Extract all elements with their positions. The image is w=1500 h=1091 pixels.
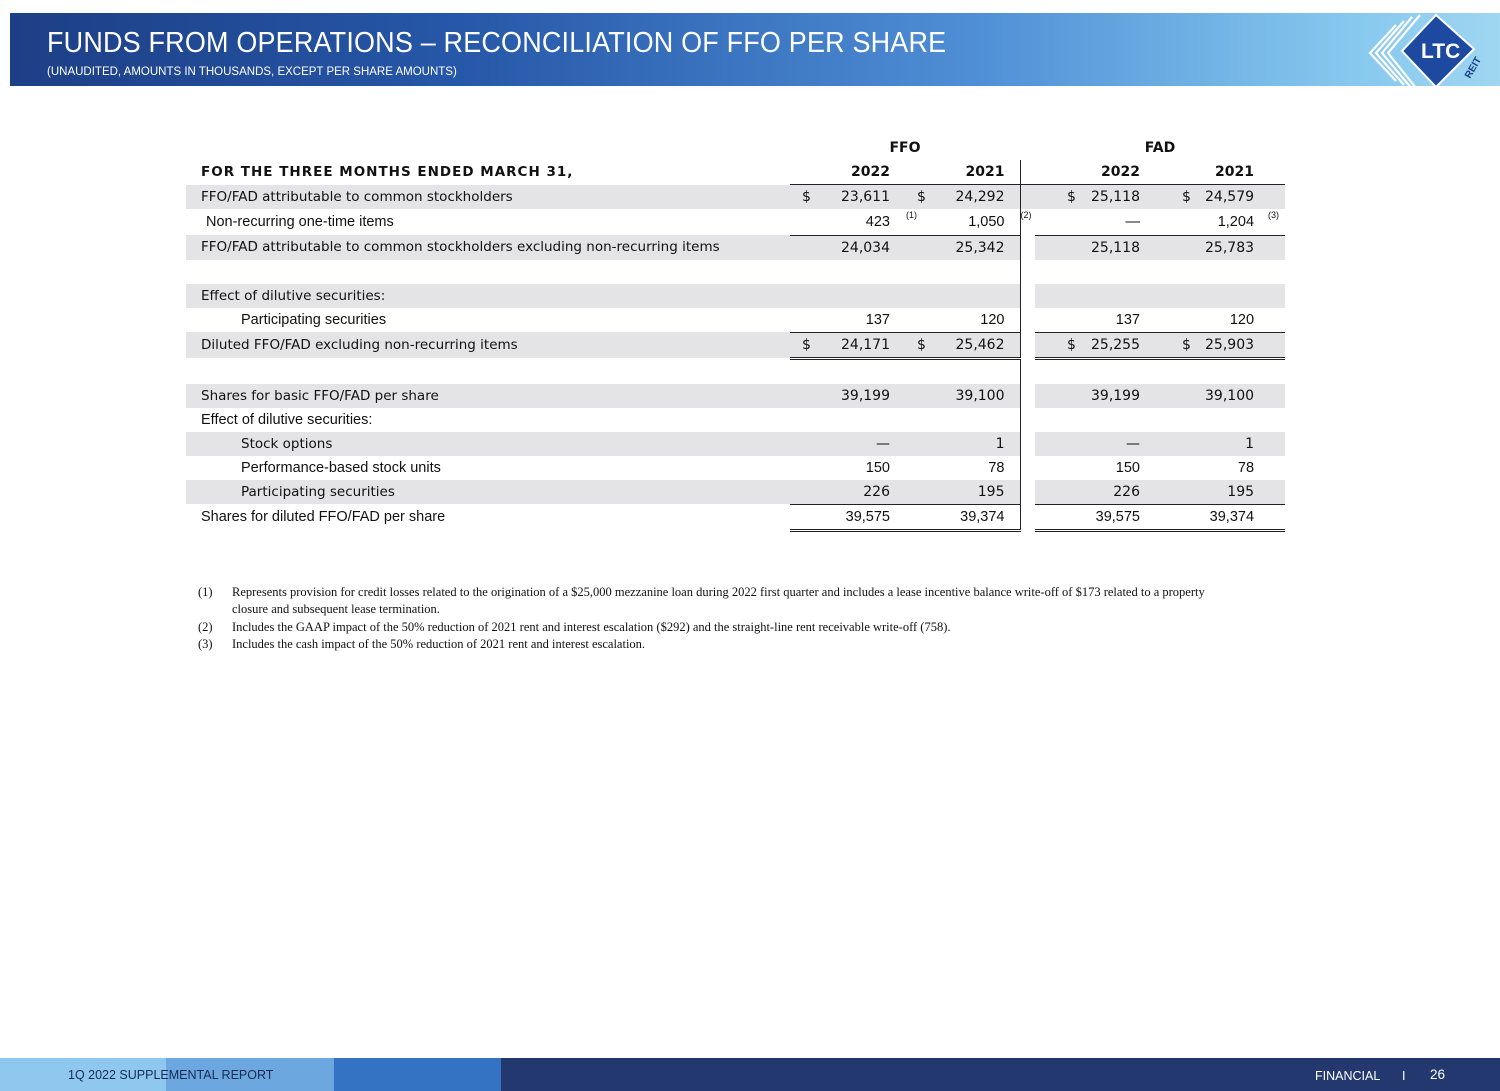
table-row: Shares for basic FFO/FAD per share 39,199 39,100 39,199 39,100	[186, 384, 1285, 408]
page-footer	[0, 1058, 1500, 1091]
table-row: Participating securities 226 195 226 195	[186, 480, 1285, 505]
page-number: 26	[1430, 1067, 1446, 1082]
table-row: FFO/FAD attributable to common stockholders $ 23,611 $ 24,292 $ 25,118 $ 24,579	[186, 185, 1285, 210]
page-header	[10, 13, 1500, 86]
ltc-reit-logo	[1362, 13, 1492, 99]
footnotes	[198, 584, 1228, 654]
footnote-ref: (3)	[1268, 210, 1280, 220]
section-name: FINANCIAL	[1315, 1069, 1381, 1083]
table-row: FFO/FAD attributable to common stockholders excluding non-recurring items 24,034 25,342 25,118 25,783	[186, 235, 1285, 260]
footnote-ref: (1)	[906, 210, 917, 220]
footer-divider: I	[1402, 1069, 1406, 1083]
table-row: Non-recurring one-time items 423 (1) 1,050 (2) — 1,204 (3)	[186, 209, 1285, 235]
table-row: Shares for diluted FFO/FAD per share 39,575 39,374 39,575 39,374	[186, 504, 1285, 530]
page-subtitle: (UNAUDITED, AMOUNTS IN THOUSANDS, EXCEPT PER SHARE AMOUNTS)	[47, 66, 457, 78]
ffo-reconciliation-table	[186, 136, 1285, 532]
ffo-group-header: FFO	[889, 140, 921, 156]
fad-group-header: FAD	[1144, 140, 1176, 156]
col-ffo-2022: 2022	[790, 160, 905, 185]
col-fad-2022: 2022	[1035, 160, 1170, 185]
svg-text:REIT: REIT	[1463, 55, 1484, 81]
period-label: FOR THE THREE MONTHS ENDED MARCH 31,	[201, 164, 574, 181]
page-title: FUNDS FROM OPERATIONS – RECONCILIATION OF FFO PER SHARE	[47, 27, 947, 59]
footnote: (1) Represents provision for credit losses related to the origination of a $25,000 mezzanine loan during 2022 first quarter and includes a lease incentive balance write-off of $173 related to a property closure and subsequent lease termination.	[198, 585, 1205, 617]
col-ffo-2021: 2021	[905, 160, 1020, 185]
report-name: 1Q 2022 SUPPLEMENTAL REPORT	[68, 1068, 274, 1082]
table-row: Diluted FFO/FAD excluding non-recurring items $ 24,171 $ 25,462 $ 25,255 $ 25,903	[186, 332, 1285, 358]
table-row: Effect of dilutive securities:	[186, 408, 1285, 432]
footnote-ref: (2)	[1020, 210, 1032, 220]
svg-text:LTC: LTC	[1421, 40, 1461, 63]
table-row: Effect of dilutive securities:	[186, 284, 1285, 308]
table-row: Participating securities 137 120 137 120	[186, 308, 1285, 333]
col-fad-2021: 2021	[1170, 160, 1285, 185]
footnote: (2) Includes the GAAP impact of the 50% reduction of 2021 rent and interest escalation ($292) and the straight-line rent receivable write-off (758).	[198, 619, 951, 634]
footnote: (3) Includes the cash impact of the 50% reduction of 2021 rent and interest escalation.	[198, 637, 646, 652]
table-row: Stock options — 1 — 1	[186, 432, 1285, 456]
table-row: Performance-based stock units 150 78 150 78	[186, 456, 1285, 480]
